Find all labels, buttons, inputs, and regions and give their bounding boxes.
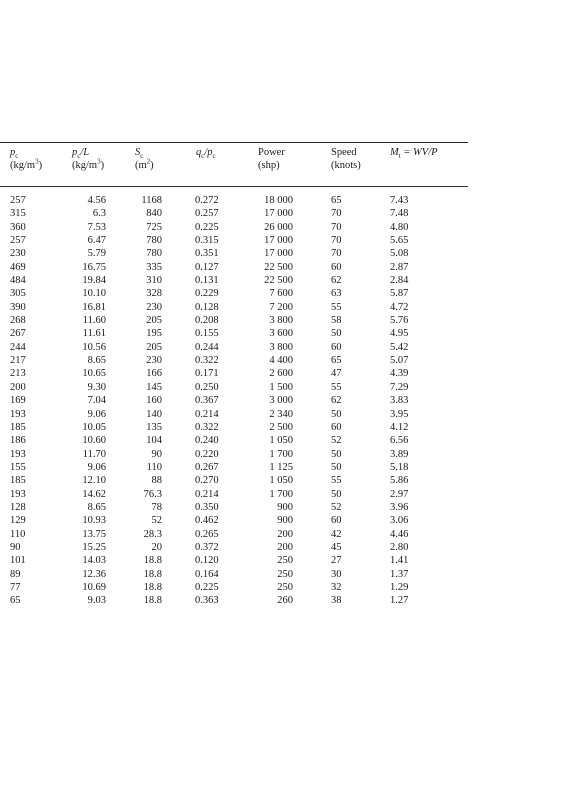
table-cell: 0.257: [195, 208, 219, 220]
table-cell: 6.3: [92, 208, 106, 220]
table-cell: 4.12: [390, 421, 409, 433]
table-cell: 62: [331, 395, 342, 407]
table-cell: 185: [10, 421, 26, 433]
table-cell: 0.229: [195, 288, 219, 300]
table-cell: 10.93: [82, 515, 106, 527]
table-cell: 22 500: [264, 275, 293, 287]
table-cell: 186: [10, 435, 26, 447]
table-cell: 10.65: [82, 368, 106, 380]
table-cell: 3.06: [390, 515, 409, 527]
table-cell: 3 000: [269, 395, 293, 407]
table-cell: 10.05: [82, 421, 106, 433]
table-cell: 230: [146, 301, 162, 313]
table-cell: 2.80: [390, 541, 409, 553]
table-cell: 0.225: [195, 581, 219, 593]
table-cell: 145: [146, 381, 162, 393]
table-cell: 5.86: [390, 475, 409, 487]
table-cell: 7.53: [87, 221, 106, 233]
table-cell: 469: [10, 261, 26, 273]
table-cell: 14.03: [82, 555, 106, 567]
table-cell: 0.155: [195, 328, 219, 340]
table-cell: 9.06: [87, 461, 106, 473]
table-cell: 55: [331, 301, 342, 313]
table-row: [0, 274, 468, 287]
table-cell: 10.56: [82, 341, 106, 353]
table-cell: 267: [10, 328, 26, 340]
table-cell: 17 000: [264, 235, 293, 247]
table-cell: 0.171: [195, 368, 219, 380]
table-cell: 3.89: [390, 448, 409, 460]
table-cell: 9.06: [87, 408, 106, 420]
table-cell: 58: [331, 315, 342, 327]
table-cell: 0.322: [195, 355, 219, 367]
table-cell: 12.36: [82, 568, 106, 580]
table-cell: 77: [10, 581, 21, 593]
table-cell: 60: [331, 261, 342, 273]
table-cell: 0.120: [195, 555, 219, 567]
table-cell: 0.272: [195, 195, 219, 206]
table-cell: 19.84: [82, 275, 106, 287]
table-cell: 4.72: [390, 301, 409, 313]
table-cell: 7.48: [390, 208, 409, 220]
table-cell: 260: [277, 595, 293, 607]
table-cell: 169: [10, 395, 26, 407]
table-cell: 4.46: [390, 528, 409, 540]
table-cell: 22 500: [264, 261, 293, 273]
header-speed: Speed (knots): [331, 147, 361, 171]
table-cell: 42: [331, 528, 342, 540]
table-row: [0, 474, 468, 487]
table-cell: 5.79: [87, 248, 106, 260]
table-cell: 0.131: [195, 275, 219, 287]
table-cell: 90: [10, 541, 21, 553]
table-cell: 9.03: [87, 595, 106, 607]
table-cell: 15.25: [82, 541, 106, 553]
table-row: [0, 287, 468, 300]
table-cell: 16.75: [82, 261, 106, 273]
table-cell: 4.80: [390, 221, 409, 233]
table-cell: 0.225: [195, 221, 219, 233]
table-cell: 60: [331, 341, 342, 353]
table-cell: 5.42: [390, 341, 409, 353]
table-cell: 13.75: [82, 528, 106, 540]
table-cell: 200: [10, 381, 26, 393]
table-cell: 4.56: [87, 195, 106, 206]
table-row: [0, 221, 468, 234]
table-cell: 2.84: [390, 275, 409, 287]
table-cell: 900: [277, 515, 293, 527]
table-cell: 160: [146, 395, 162, 407]
table-cell: 257: [10, 195, 26, 206]
table-cell: 52: [151, 515, 162, 527]
table-cell: 200: [277, 541, 293, 553]
table-cell: 18.8: [143, 595, 162, 607]
table-cell: 65: [10, 595, 21, 607]
table-cell: 70: [331, 208, 342, 220]
table-cell: 840: [146, 208, 162, 220]
table-cell: 0.315: [195, 235, 219, 247]
table-cell: 18 000: [264, 195, 293, 206]
table-cell: 55: [331, 381, 342, 393]
table-row: [0, 568, 468, 581]
table-cell: 257: [10, 235, 26, 247]
table-cell: 0.462: [195, 515, 219, 527]
header-pc: $p_c$ $(kg/m^3)$: [10, 147, 43, 171]
table-cell: 5.65: [390, 235, 409, 247]
table-cell: 4.39: [390, 368, 409, 380]
table-row: [0, 367, 468, 380]
table-cell: 70: [331, 221, 342, 233]
table-cell: 6.56: [390, 435, 409, 447]
table-cell: 7 200: [269, 301, 293, 313]
table-cell: 0.220: [195, 448, 219, 460]
table-cell: 268: [10, 315, 26, 327]
table-row: [0, 341, 468, 354]
table-cell: 90: [151, 448, 162, 460]
table-row: [0, 234, 468, 247]
table-cell: 6.47: [87, 235, 106, 247]
table-cell: 1 125: [269, 461, 293, 473]
table-cell: 70: [331, 235, 342, 247]
table-cell: 17 000: [264, 208, 293, 220]
table-cell: 110: [146, 461, 162, 473]
table-cell: 0.363: [195, 595, 219, 607]
table-row: [0, 501, 468, 514]
table-cell: 0.265: [195, 528, 219, 540]
table-cell: 328: [146, 288, 162, 300]
table-cell: 76.3: [143, 488, 162, 500]
table-row: [0, 194, 468, 207]
table-row: [0, 581, 468, 594]
table-cell: 20: [151, 541, 162, 553]
table-cell: 30: [331, 568, 342, 580]
table-cell: 50: [331, 488, 342, 500]
table-cell: 166: [146, 368, 162, 380]
table-cell: 101: [10, 555, 26, 567]
table-cell: 7.29: [390, 381, 409, 393]
table-cell: 1.27: [390, 595, 409, 607]
table-row: [0, 261, 468, 274]
header-qc-over-pc: $q_c/p_c$: [196, 147, 216, 161]
header-transport-efficiency: $M_t = WV/P$: [390, 147, 438, 161]
table-cell: 3.83: [390, 395, 409, 407]
table-cell: 7.43: [390, 195, 409, 206]
table-cell: 5.87: [390, 288, 409, 300]
table-cell: 1 700: [269, 448, 293, 460]
table-cell: 7.04: [87, 395, 106, 407]
table-cell: 52: [331, 435, 342, 447]
table-row: [0, 301, 468, 314]
table-row: [0, 554, 468, 567]
table-cell: 1 700: [269, 488, 293, 500]
table-cell: 27: [331, 555, 342, 567]
table-cell: 89: [10, 568, 21, 580]
table-cell: 2.87: [390, 261, 409, 273]
table-cell: 2.97: [390, 488, 409, 500]
table-cell: 0.250: [195, 381, 219, 393]
table-cell: 0.322: [195, 421, 219, 433]
table-cell: 305: [10, 288, 26, 300]
table-cell: 10.10: [82, 288, 106, 300]
table-cell: 50: [331, 328, 342, 340]
table-cell: 780: [146, 235, 162, 247]
table-cell: 3.96: [390, 501, 409, 513]
table-cell: 0.244: [195, 341, 219, 353]
table-cell: 250: [277, 568, 293, 580]
table-cell: 484: [10, 275, 26, 287]
table-cell: 9.30: [87, 381, 106, 393]
table-cell: 0.350: [195, 501, 219, 513]
table-row: [0, 408, 468, 421]
table-cell: 60: [331, 515, 342, 527]
table-cell: 65: [331, 195, 342, 206]
table-cell: 230: [10, 248, 26, 260]
table-row: [0, 434, 468, 447]
table-row: [0, 314, 468, 327]
table-cell: 28.3: [143, 528, 162, 540]
table-cell: 7 600: [269, 288, 293, 300]
table-cell: 205: [146, 315, 162, 327]
table-cell: 63: [331, 288, 342, 300]
table-cell: 4 400: [269, 355, 293, 367]
table-cell: 0.164: [195, 568, 219, 580]
table-cell: 140: [146, 408, 162, 420]
table-cell: 0.372: [195, 541, 219, 553]
table-cell: 155: [10, 461, 26, 473]
table-row: [0, 594, 468, 607]
table-cell: 0.267: [195, 461, 219, 473]
table-cell: 1168: [141, 195, 162, 206]
table-cell: 310: [146, 275, 162, 287]
table-cell: 335: [146, 261, 162, 273]
table-cell: 50: [331, 461, 342, 473]
table-cell: 3 600: [269, 328, 293, 340]
table-cell: 360: [10, 221, 26, 233]
table-cell: 78: [151, 501, 162, 513]
table-cell: 5.76: [390, 315, 409, 327]
table-cell: 205: [146, 341, 162, 353]
table-cell: 62: [331, 275, 342, 287]
table-cell: 11.61: [82, 328, 106, 340]
table-cell: 14.62: [82, 488, 106, 500]
table-cell: 50: [331, 448, 342, 460]
table-cell: 104: [146, 435, 162, 447]
table-header-rule: [0, 186, 468, 187]
table-cell: 0.214: [195, 408, 219, 420]
table-row: [0, 394, 468, 407]
table-cell: 250: [277, 555, 293, 567]
table-cell: 10.60: [82, 435, 106, 447]
table-cell: 725: [146, 221, 162, 233]
table-row: [0, 207, 468, 220]
table-cell: 10.69: [82, 581, 106, 593]
table-cell: 0.127: [195, 261, 219, 273]
table-cell: 315: [10, 208, 26, 220]
table-cell: 217: [10, 355, 26, 367]
table-cell: 32: [331, 581, 342, 593]
table-cell: 5.08: [390, 248, 409, 260]
table-cell: 193: [10, 408, 26, 420]
table-cell: 3 800: [269, 315, 293, 327]
table-cell: 193: [10, 488, 26, 500]
table-cell: 12.10: [82, 475, 106, 487]
table-cell: 2 500: [269, 421, 293, 433]
table-cell: 0.351: [195, 248, 219, 260]
table-cell: 0.270: [195, 475, 219, 487]
table-cell: 50: [331, 408, 342, 420]
table-cell: 3 800: [269, 341, 293, 353]
table-cell: 213: [10, 368, 26, 380]
table-cell: 65: [331, 355, 342, 367]
table-cell: 11.70: [82, 448, 106, 460]
header-pc-over-l: $p_c/L$ $(kg/m^3)$: [72, 147, 105, 171]
table-body: [0, 194, 468, 608]
table-cell: 0.214: [195, 488, 219, 500]
table-cell: 2 340: [269, 408, 293, 420]
table-cell: 47: [331, 368, 342, 380]
header-sc: $S_c$ $(m^2)$: [135, 147, 154, 171]
table-cell: 1.29: [390, 581, 409, 593]
table-cell: 129: [10, 515, 26, 527]
table-cell: 8.65: [87, 501, 106, 513]
table-cell: 38: [331, 595, 342, 607]
table-cell: 60: [331, 421, 342, 433]
table-row: [0, 528, 468, 541]
table-cell: 18.8: [143, 581, 162, 593]
table-cell: 200: [277, 528, 293, 540]
table-cell: 0.128: [195, 301, 219, 313]
table-cell: 1 050: [269, 435, 293, 447]
table-cell: 193: [10, 448, 26, 460]
table-cell: 17 000: [264, 248, 293, 260]
table-cell: 250: [277, 581, 293, 593]
table-cell: 195: [146, 328, 162, 340]
table-cell: 3.95: [390, 408, 409, 420]
table-cell: 185: [10, 475, 26, 487]
table-row: [0, 247, 468, 260]
table-row: [0, 354, 468, 367]
table-row: [0, 541, 468, 554]
table-cell: 390: [10, 301, 26, 313]
table-cell: 0.240: [195, 435, 219, 447]
table-cell: 244: [10, 341, 26, 353]
table-cell: 70: [331, 248, 342, 260]
table-cell: 900: [277, 501, 293, 513]
table-cell: 4.95: [390, 328, 409, 340]
table-row: [0, 448, 468, 461]
table-cell: 88: [151, 475, 162, 487]
table-cell: 0.208: [195, 315, 219, 327]
table-cell: 52: [331, 501, 342, 513]
table-row: [0, 461, 468, 474]
table-row: [0, 514, 468, 527]
table-cell: 5.07: [390, 355, 409, 367]
table-cell: 18.8: [143, 555, 162, 567]
table-cell: 230: [146, 355, 162, 367]
table-cell: 128: [10, 501, 26, 513]
table-cell: 1 500: [269, 381, 293, 393]
table-cell: 780: [146, 248, 162, 260]
table-row: [0, 327, 468, 340]
header-power: Power (shp): [258, 147, 285, 171]
table-cell: 18.8: [143, 568, 162, 580]
table-cell: 11.60: [82, 315, 106, 327]
table-cell: 110: [10, 528, 26, 540]
table-top-rule: [0, 142, 468, 143]
table-cell: 2 600: [269, 368, 293, 380]
table-cell: 5.18: [390, 461, 409, 473]
table-cell: 1 050: [269, 475, 293, 487]
table-row: [0, 488, 468, 501]
table-cell: 16.81: [82, 301, 106, 313]
table-cell: 55: [331, 475, 342, 487]
table-cell: 26 000: [264, 221, 293, 233]
table-cell: 1.41: [390, 555, 409, 567]
table-row: [0, 381, 468, 394]
table-cell: 0.367: [195, 395, 219, 407]
table-cell: 135: [146, 421, 162, 433]
table-cell: 1.37: [390, 568, 409, 580]
table-row: [0, 421, 468, 434]
table-cell: 8.65: [87, 355, 106, 367]
table-cell: 45: [331, 541, 342, 553]
